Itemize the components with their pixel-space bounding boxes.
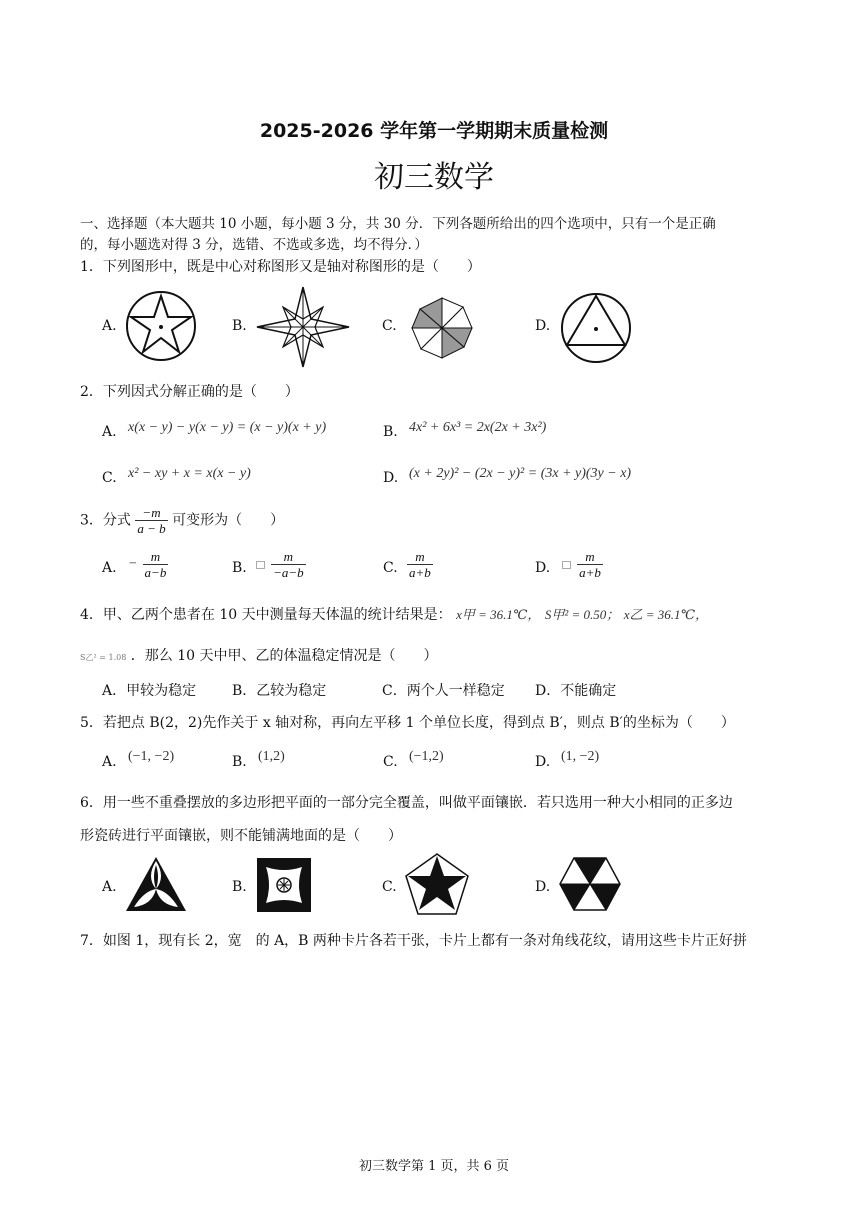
q4-stat-mean-jia: x甲 = 36.1℃，	[456, 607, 541, 622]
q1-option-c-label: C.	[382, 318, 397, 334]
q3-option-b	[256, 549, 306, 580]
q4-line1	[80, 604, 708, 624]
q3-stem	[80, 505, 284, 536]
q2-stem: 2．下列因式分解正确的是（ ）	[80, 384, 299, 400]
square-tile-figure	[256, 857, 312, 913]
pinwheel-figure	[405, 295, 479, 361]
q1-option-d-label: D.	[535, 318, 551, 334]
q3-option-d	[562, 549, 603, 580]
q5-stem: 5．若把点 B(2，2)先作关于 x 轴对称，再向左平移 1 个单位长度，得到点 B′，则点 B′的坐标为（ ）	[80, 715, 735, 731]
triangle-tile-figure	[124, 855, 188, 913]
q3-option-a-num: m	[143, 549, 169, 565]
q5-option-b: (1,2)	[258, 749, 285, 764]
q4-stem-cont: ．那么 10 天中甲、乙的体温稳定情况是（ ）	[130, 648, 438, 664]
q3-option-a-den: a−b	[144, 565, 167, 580]
q3-option-b-glyph	[256, 561, 265, 569]
q3-stem-pre: 3．分式	[80, 512, 131, 529]
q3-option-a	[128, 549, 168, 580]
q6-option-b-label: B.	[232, 879, 247, 895]
q1-option-b-label: B.	[232, 318, 247, 334]
q4-option-d: D．不能确定	[535, 683, 617, 699]
q4-option-b: B．乙较为稳定	[232, 683, 327, 699]
q4-stat-mean-yi: x乙 = 36.1℃，	[623, 607, 709, 622]
subject-title: 初三数学	[374, 160, 494, 195]
q3-option-d-glyph	[562, 561, 571, 569]
q5-option-d-label: D.	[535, 754, 551, 770]
q5-option-d: (1, −2)	[561, 749, 600, 764]
q7-stem: 7．如图 1，现有长 2，宽 的 A，B 两种卡片各若干张，卡片上都有一条对角线花纹，请用这些卡片正好拼	[80, 933, 747, 949]
q4-option-c: C．两个人一样稳定	[382, 683, 505, 699]
q6-option-a-label: A.	[102, 879, 117, 895]
q3-stem-fraction	[135, 505, 167, 536]
star-in-circle-figure	[125, 290, 197, 362]
q2-option-c-label: C.	[102, 470, 117, 486]
q3-option-d-fraction	[577, 549, 603, 580]
q3-option-c-den: a+b	[409, 565, 431, 580]
q4-stat-var-jia: S甲² = 0.50；	[544, 607, 620, 622]
q5-option-a-label: A.	[102, 754, 117, 770]
q3-option-b-num: m	[271, 549, 306, 565]
q3-option-a-sign: −	[128, 556, 138, 572]
q2-option-b-label: B.	[383, 424, 398, 440]
q3-option-a-fraction	[143, 549, 169, 580]
hexagon-tile-figure	[558, 856, 622, 912]
q4-stem: 4．甲、乙两个患者在 10 天中测量每天体温的统计结果是：	[80, 607, 452, 623]
exam-title: 2025-2026 学年第一学期期末质量检测	[259, 120, 609, 142]
q2-option-a-label: A.	[102, 424, 117, 440]
q3-option-a-label: A.	[102, 560, 117, 576]
q3-stem-numerator: −m	[135, 505, 167, 521]
q3-option-b-den: −a−b	[273, 565, 304, 580]
q5-option-a: (−1, −2)	[128, 749, 175, 764]
q5-option-c: (−1,2)	[409, 749, 444, 764]
q6-line2: 形瓷砖进行平面镶嵌，则不能铺满地面的是（ ）	[80, 828, 402, 844]
q3-option-c-fraction	[407, 549, 433, 580]
q6-option-c-label: C.	[382, 879, 397, 895]
q2-option-a: x(x − y) − y(x − y) = (x − y)(x + y)	[128, 420, 327, 435]
q3-option-b-label: B.	[232, 560, 247, 576]
q3-option-d-num: m	[577, 549, 603, 565]
q3-option-c-label: C.	[383, 560, 398, 576]
q5-option-c-label: C.	[383, 754, 398, 770]
page-footer: 初三数学第 1 页，共 6 页	[358, 1159, 510, 1174]
q6-line1: 6．用一些不重叠摆放的多边形把平面的一部分完全覆盖，叫做平面镶嵌．若只选用一种大小相同的正多边	[80, 795, 733, 811]
q3-option-b-fraction	[271, 549, 306, 580]
q4-stat-var-yi: S乙² = 1.08	[80, 653, 127, 662]
compass-star-figure	[255, 285, 351, 369]
section-intro-line2: 的，每小题选对得 3 分，选错、不选或多选，均不得分．）	[80, 237, 428, 253]
q2-option-d-label: D.	[383, 470, 399, 486]
q3-option-d-label: D.	[535, 560, 551, 576]
pentagon-tile-figure	[404, 852, 470, 916]
q6-option-d-label: D.	[535, 879, 551, 895]
q1-stem: 1．下列图形中，既是中心对称图形又是轴对称图形的是（ ）	[80, 259, 481, 275]
q2-option-b: 4x² + 6x³ = 2x(2x + 3x²)	[409, 420, 547, 435]
q3-option-d-den: a+b	[579, 565, 601, 580]
q2-option-c: x² − xy + x = x(x − y)	[128, 466, 251, 481]
q4-option-a: A．甲较为稳定	[102, 683, 197, 699]
section-intro-line1: 一、选择题（本大题共 10 小题，每小题 3 分，共 30 分．下列各题所给出的四个选项中，只有一个是正确	[80, 216, 716, 232]
q3-stem-denominator: a − b	[137, 521, 166, 536]
q3-stem-post: 可变形为（ ）	[172, 512, 285, 529]
q4-line2	[80, 645, 437, 665]
q3-option-c	[407, 549, 433, 580]
q3-option-c-num: m	[407, 549, 433, 565]
q2-option-d: (x + 2y)² − (2x − y)² = (3x + y)(3y − x)	[409, 466, 632, 481]
q5-option-b-label: B.	[232, 754, 247, 770]
triangle-in-circle-figure	[560, 292, 632, 364]
q1-option-a-label: A.	[102, 318, 117, 334]
